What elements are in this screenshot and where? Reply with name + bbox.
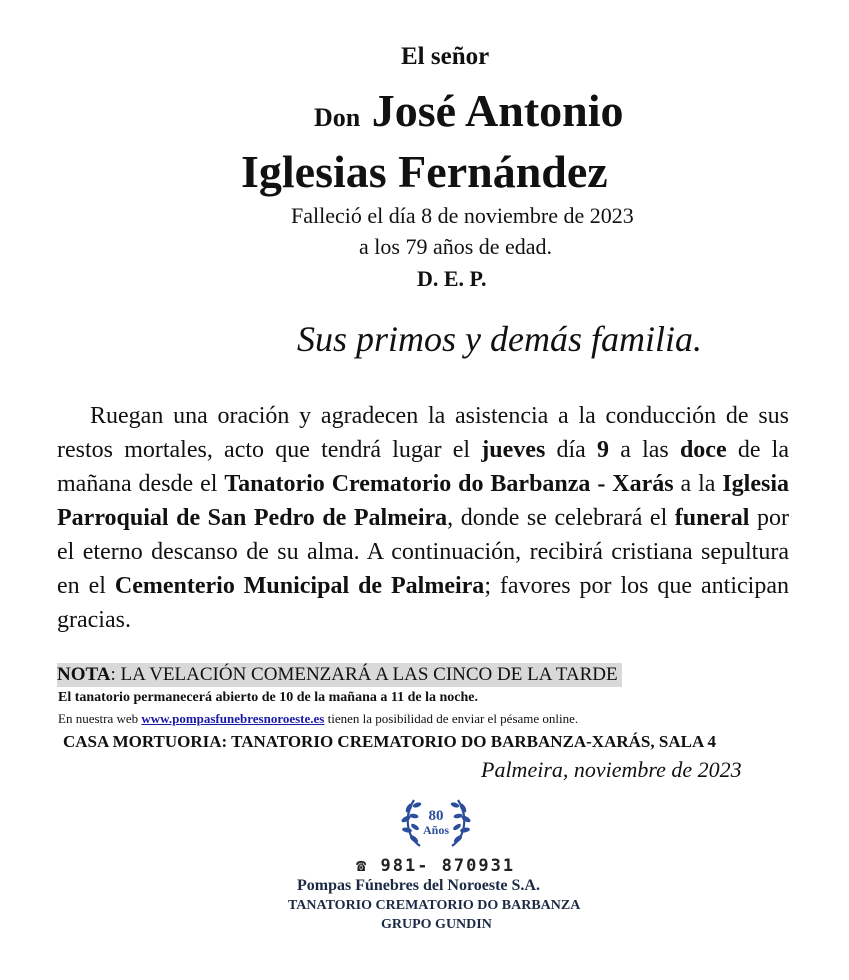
web-suffix: tienen la posibilidad de enviar el pésame online. <box>324 711 579 726</box>
web-prefix: En nuestra web <box>58 711 142 726</box>
body-bold-church: Iglesia Parroquial de San Pedro de Palmeira <box>57 471 789 531</box>
nota-label: NOTA <box>57 664 111 685</box>
deceased-first-names: José Antonio <box>371 85 624 136</box>
honorific-title: El señor <box>401 43 490 70</box>
place-date-line: Palmeira, noviembre de 2023 <box>481 757 742 782</box>
deceased-surnames: Iglesias Fernández <box>241 146 608 197</box>
company-name: Pompas Fúnebres del Noroeste S.A. <box>297 877 540 894</box>
group-name: GRUPO GUNDIN <box>381 917 492 932</box>
anniversary-laurel-logo <box>400 788 472 856</box>
family-line: Sus primos y demás familia. <box>297 319 702 359</box>
opening-hours: El tanatorio permanecerá abierto de 10 de la mañana a 11 de la noche. <box>58 690 478 705</box>
nota-banner <box>57 663 622 687</box>
body-bold-date: 9 <box>597 437 610 463</box>
body-bold-time: doce <box>679 437 727 463</box>
logo-number: 80 <box>428 808 444 824</box>
body-text-segment: por el eterno descanso de su alma. A continuación, recibirá cristiana sepultura en el <box>57 505 789 599</box>
death-age: a los 79 años de edad. <box>359 234 553 259</box>
web-condolence-line <box>58 711 578 727</box>
funeral-announcement-text <box>57 399 789 637</box>
logo-word: Años <box>422 823 450 837</box>
body-text-segment: Ruegan una oración y agradecen la asistencia a la conducción de sus restos mortales, acto que tendrá lugar el <box>57 403 789 463</box>
body-text-segment: ; favores por los que anticipan gracias. <box>57 573 789 633</box>
phone-line <box>356 856 515 876</box>
body-bold-funeral: funeral <box>674 505 750 531</box>
death-date: Falleció el día 8 de noviembre de 2023 <box>291 203 634 228</box>
body-text-segment: , donde se celebrará el <box>447 505 675 531</box>
body-text-segment: a las <box>609 437 680 463</box>
nota-text: : LA VELACIÓN COMENZARÁ A LAS CINCO DE LA TARDE <box>110 664 618 685</box>
casa-mortuoria: CASA MORTUORIA: TANATORIO CREMATORIO DO BARBANZA-XARÁS, SALA 4 <box>63 732 717 751</box>
phone-number[interactable]: 981- 870931 <box>380 856 516 876</box>
body-bold-tanatorio: Tanatorio Crematorio do Barbanza - Xarás <box>224 471 674 497</box>
body-text-segment: a la <box>673 471 723 497</box>
body-bold-cemetery: Cementerio Municipal de Palmeira <box>114 573 485 599</box>
website-link[interactable]: www.pompasfunebresnoroeste.es <box>141 711 325 726</box>
body-text-segment: día <box>545 437 598 463</box>
phone-icon: ☎ <box>356 856 369 876</box>
don-title: Don <box>314 103 361 132</box>
body-bold-day: jueves <box>481 437 546 463</box>
dep-abbreviation: D. E. P. <box>417 266 487 291</box>
tanatorio-name: TANATORIO CREMATORIO DO BARBANZA <box>288 898 581 913</box>
deceased-first-name-line <box>314 84 624 137</box>
body-text-segment: de la mañana desde el <box>57 437 789 497</box>
